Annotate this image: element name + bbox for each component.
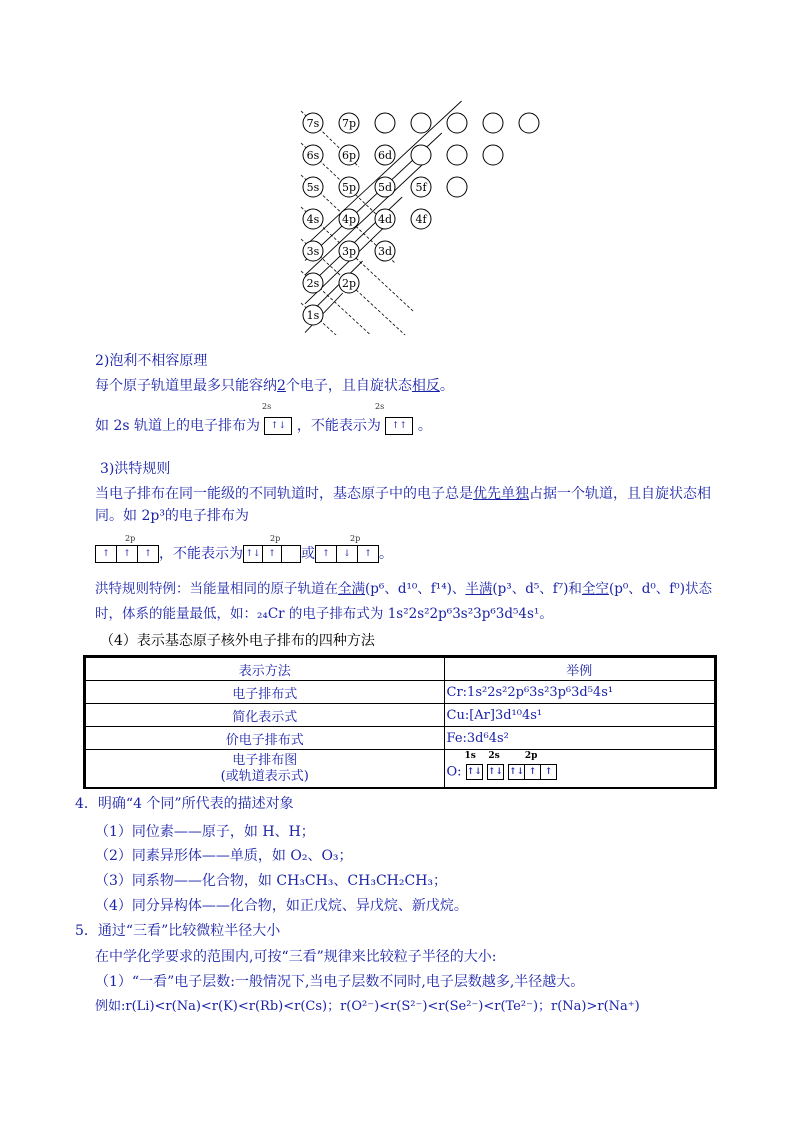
orbital-circle xyxy=(483,113,503,133)
section5-intro: 在中学化学要求的范围内,可按“三看”规律来比较粒子半径的大小: xyxy=(95,949,497,965)
hund-special-line1 xyxy=(95,580,712,598)
orbital-label: 3s xyxy=(306,245,320,258)
orbital-2p-wrong-2: ↑ ↓ ↑ xyxy=(315,545,379,563)
orbital-circle xyxy=(375,113,395,133)
hund-line2: 同。如 2p³的电子排布为 xyxy=(95,508,249,524)
orbital-label: 5p xyxy=(341,181,357,194)
method-line: 电子排布图 xyxy=(232,753,298,768)
section4-item: （4）同分异构体——化合物，如正戊烷、异戊烷、新戊烷。 xyxy=(95,898,468,914)
orbital-label: 2s xyxy=(488,751,500,761)
hund-text: 。 xyxy=(379,546,393,562)
orbital-2p: ↑↓ ↑ ↑ xyxy=(508,764,557,780)
oxygen-orbital-diagram xyxy=(447,764,557,780)
orbital-label: 3d xyxy=(377,245,393,258)
hund-text: (p³、d⁵、f⁷)和 xyxy=(492,581,582,597)
table-row xyxy=(86,681,715,704)
orbital-label: 7s xyxy=(306,117,320,130)
hund-text: ，不能表示为 xyxy=(159,546,243,562)
four-methods-heading: （4）表示基态原子核外电子排布的四种方法 xyxy=(100,633,375,649)
orbital-label: 2p xyxy=(524,751,538,761)
orbital-circle xyxy=(483,145,503,165)
section5-example: 例如:r(Li)<r(Na)<r(K)<r(Rb)<r(Cs)；r(O²⁻)<r(S²⁻)<r(Se²⁻)<r(Te²⁻)；r(Na)>r(Na⁺) xyxy=(95,999,640,1014)
pauli-text: ，不能表示为 xyxy=(296,418,381,434)
label-2s: 2s xyxy=(262,402,272,411)
label-2p: 2p xyxy=(270,534,281,543)
orbital-circle xyxy=(411,145,431,165)
section4-item: （2）同素异形体——单质，如 O₂、O₃； xyxy=(95,848,353,864)
pauli-text: 。 xyxy=(417,418,432,434)
orbital-label: 1s xyxy=(306,309,320,322)
orbital-label: 3p xyxy=(341,245,357,258)
label-2s: 2s xyxy=(375,402,385,411)
section5-title: 5．通过“三看”比较微粒半径大小 xyxy=(75,923,281,939)
pauli-text: 。 xyxy=(439,378,454,394)
hund-special-line2: 时，体系的能量最低，如：₂₄Cr 的电子排布式为 1s²2s²2p⁶3s²3p⁶3d⁵4s¹。 xyxy=(95,606,553,622)
hund-half: 半满 xyxy=(465,581,493,597)
method-cell xyxy=(86,750,445,789)
orbital-label: 2p xyxy=(341,277,357,290)
example-cell xyxy=(444,750,714,789)
aufbau-diagram xyxy=(285,95,550,335)
hund-keyword: 优先单独 xyxy=(473,486,529,502)
diagonal-guide xyxy=(301,303,467,335)
table-row xyxy=(86,727,715,750)
pauli-line1 xyxy=(95,377,454,395)
section4-item: （3）同系物——化合物，如 CH₃CH₃、CH₃CH₂CH₃； xyxy=(95,873,448,889)
orbital-circle xyxy=(519,113,539,133)
orbital-label: 6p xyxy=(341,149,357,162)
orbital-label: 6s xyxy=(306,149,320,162)
orbital-2p-wrong-1: ↑↓ ↑ xyxy=(243,545,301,563)
orbital-box-wrong: ↑↑ xyxy=(385,417,413,435)
pauli-heading: 2)泡利不相容原理 xyxy=(95,353,208,369)
orbital-label: 5s xyxy=(306,181,320,194)
hund-text: 当电子排布在同一能级的不同轨道时，基态原子中的电子总是 xyxy=(95,486,473,502)
orbital-label: 7p xyxy=(341,117,357,130)
pauli-text: 个电子，且自旋状态 xyxy=(285,378,412,394)
example-cell: Cu:[Ar]3d¹⁰4s¹ xyxy=(444,704,714,727)
pauli-text: 每个原子轨道里最多只能容纳 xyxy=(95,378,277,394)
orbital-2p-correct: ↑ ↑ ↑ xyxy=(95,545,159,563)
orbital-label: 6d xyxy=(377,149,393,162)
orbital-box-correct: ↑↓ xyxy=(264,417,292,435)
orbital-label: 5d xyxy=(377,181,393,194)
orbital-circle xyxy=(411,113,431,133)
table-header-row xyxy=(86,658,715,681)
hund-text: 或 xyxy=(301,546,315,562)
pauli-max-electrons: 2 xyxy=(277,378,286,394)
section5-item: （1）“一看”电子层数:一般情况下,当电子层数不同时,电子层数越多,半径越大。 xyxy=(95,974,585,990)
section4-title: 4．明确“4 个同”所代表的描述对象 xyxy=(75,796,294,812)
method-cell: 电子排布式 xyxy=(86,681,445,704)
pauli-spin-word: 相反 xyxy=(411,378,440,394)
hund-line1 xyxy=(95,485,711,503)
method-cell: 价电子排布式 xyxy=(86,727,445,750)
orbital-label: 5f xyxy=(415,181,427,194)
hund-text: 洪特规则特例：当能量相同的原子轨道在 xyxy=(95,581,338,597)
orbital-circle xyxy=(447,177,467,197)
orbital-1s: ↑↓ xyxy=(466,764,483,780)
oxygen-prefix: O: xyxy=(446,764,462,780)
hund-text: 占据一个轨道，且自旋状态相 xyxy=(529,486,711,502)
method-cell: 简化表示式 xyxy=(86,704,445,727)
section4-item: （1）同位素——原子，如 H、H； xyxy=(95,824,315,840)
pauli-text: 如 2s 轨道上的电子排布为 xyxy=(95,418,260,434)
hund-heading: 3)洪特规则 xyxy=(100,461,171,477)
table-row xyxy=(86,750,715,789)
orbital-label: 4d xyxy=(377,213,393,226)
orbital-2s: ↑↓ xyxy=(487,764,504,780)
orbital-label: 4p xyxy=(341,213,357,226)
pauli-line2 xyxy=(95,417,432,435)
orbital-labels xyxy=(465,751,538,761)
orbital-label: 2s xyxy=(306,277,320,290)
methods-table xyxy=(83,655,717,789)
table-row xyxy=(86,704,715,727)
hund-empty: 全空 xyxy=(581,581,609,597)
example-cell: Fe:3d⁶4s² xyxy=(444,727,714,750)
method-line: (或轨道表示式) xyxy=(220,769,309,784)
orbital-circle xyxy=(447,113,467,133)
example-cell: Cr:1s²2s²2p⁶3s²3p⁶3d⁵4s¹ xyxy=(444,681,714,704)
hund-text: (p⁶、d¹⁰、f¹⁴)、 xyxy=(365,581,466,597)
table-header: 表示方法 xyxy=(86,658,445,681)
orbital-label: 1s xyxy=(464,751,476,761)
table-header: 举例 xyxy=(444,658,714,681)
orbital-label: 4s xyxy=(306,213,320,226)
hund-line3 xyxy=(95,545,393,563)
label-2p: 2p xyxy=(125,534,136,543)
label-2p: 2p xyxy=(350,534,361,543)
hund-full: 全满 xyxy=(338,581,365,597)
orbital-label: 4f xyxy=(415,213,427,226)
orbital-circle xyxy=(447,145,467,165)
hund-text: (p⁰、d⁰、f⁰)状态 xyxy=(608,581,712,597)
